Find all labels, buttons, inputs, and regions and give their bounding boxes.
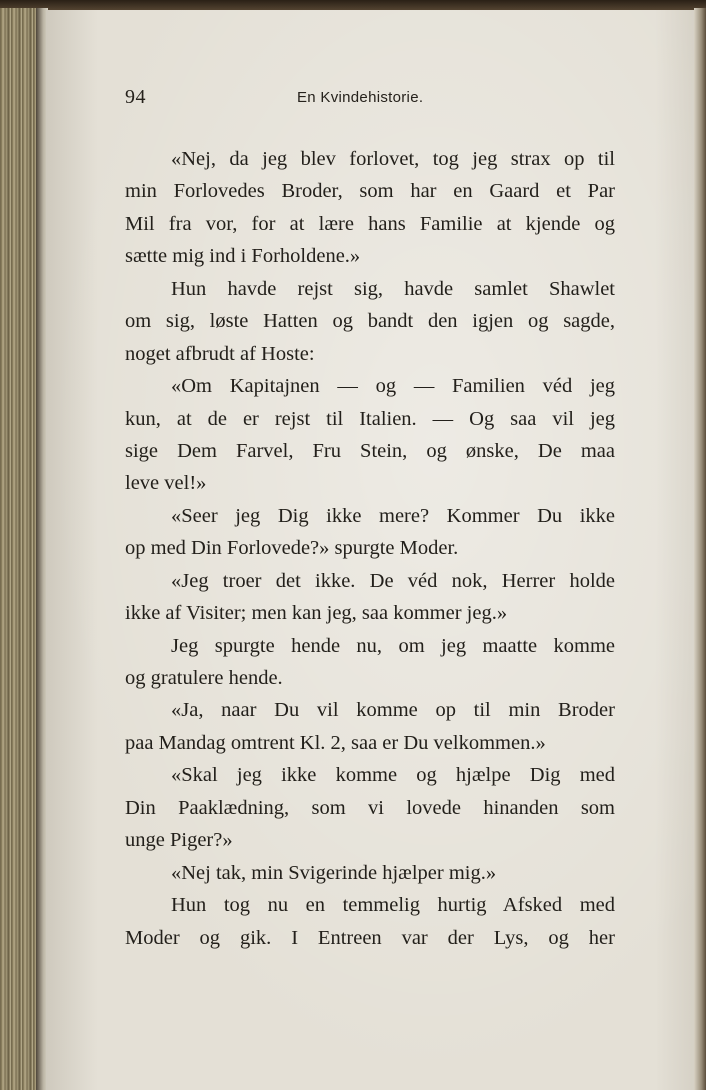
- text-line: ikke af Visiter; men kan jeg, saa kommer jeg.»: [125, 602, 508, 625]
- text-line: sige Dem Farvel, Fru Stein, og ønske, De maa: [125, 439, 615, 462]
- text-line: Mil fra vor, for at lære hans Familie at kjende og: [125, 212, 615, 235]
- text-line: Din Paaklædning, som vi lovede hinanden som: [125, 796, 615, 819]
- text-line: «Ja, naar Du vil komme op til min Broder: [171, 699, 615, 722]
- text-line: «Nej, da jeg blev forlovet, tog jeg strax op til: [171, 148, 615, 170]
- body-text: [125, 143, 615, 954]
- page-header: [125, 86, 497, 116]
- page-number: 94: [125, 86, 146, 108]
- text-line: kun, at de er rejst til Italien. — Og saa vil jeg: [125, 407, 615, 430]
- text-line: leve vel!»: [125, 472, 207, 495]
- text-line: unge Piger?»: [125, 829, 233, 852]
- text-line: Hun havde rejst sig, havde samlet Shawlet: [171, 277, 615, 300]
- running-title: En Kvindehistorie.: [297, 89, 424, 106]
- text-line: og gratulere hende.: [125, 667, 283, 689]
- book-right-edge: [694, 8, 706, 1090]
- text-line: «Jeg troer det ikke. De véd nok, Herrer holde: [171, 569, 615, 592]
- text-line: op med Din Forlovede?» spurgte Moder.: [125, 537, 459, 560]
- text-line: noget afbrudt af Hoste:: [125, 342, 315, 365]
- text-line: «Skal jeg ikke komme og hjælpe Dig med: [171, 764, 615, 787]
- text-line: min Forlovedes Broder, som har en Gaard et Par: [125, 180, 615, 203]
- text-line: «Om Kapitajnen — og — Familien véd jeg: [171, 375, 615, 398]
- text-line: «Nej tak, min Svigerinde hjælper mig.»: [171, 861, 497, 884]
- text-line: «Seer jeg Dig ikke mere? Kommer Du ikke: [171, 504, 615, 527]
- text-line: paa Mandag omtrent Kl. 2, saa er Du velkommen.»: [125, 731, 546, 754]
- text-line: om sig, løste Hatten og bandt den igjen og sagde,: [125, 310, 615, 333]
- text-line: Jeg spurgte hende nu, om jeg maatte komme: [171, 634, 615, 657]
- text-line: Hun tog nu en temmelig hurtig Afsked med: [171, 894, 615, 917]
- text-line: Moder og gik. I Entreen var der Lys, og her: [125, 926, 615, 949]
- text-line: sætte mig ind i Forholdene.»: [125, 245, 361, 268]
